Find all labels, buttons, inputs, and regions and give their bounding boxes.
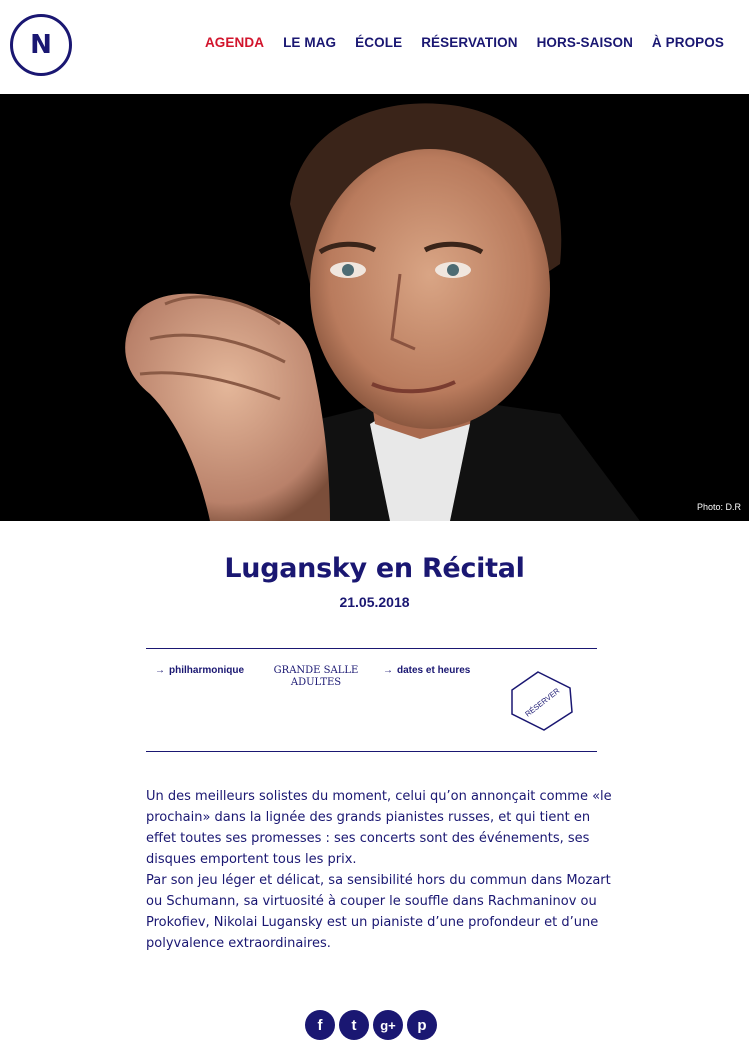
description-paragraph: Par son jeu léger et délicat, sa sensibilité hors du commun dans Mozart ou Schumann, sa virtuosité à couper le souffle dans Rachmaninov ou Prokofiev, Nikolai Lugansky est un pianiste d’une profondeur et d’une polyvalence extraordinaires. bbox=[146, 873, 611, 951]
venue-audience: ADULTES bbox=[290, 677, 342, 688]
nav-le-mag[interactable]: LE MAG bbox=[283, 35, 337, 50]
nav-hors-saison[interactable]: HORS-SAISON bbox=[536, 35, 633, 50]
nav-a-propos[interactable]: À PROPOS bbox=[651, 35, 724, 50]
dates-link[interactable] bbox=[383, 665, 470, 676]
google-plus-icon[interactable]: g+ bbox=[373, 1010, 403, 1040]
site-logo[interactable] bbox=[10, 14, 72, 76]
reserve-button[interactable] bbox=[508, 670, 576, 732]
logo-letter: N bbox=[30, 30, 52, 60]
description-paragraph: Un des meilleurs solistes du moment, celui qu’on annonçait comme «le prochain» dans la lignée des grands pianistes russes, et qui tient en effet toutes ses promesses : ses concerts sont des événements, ses disques emportent tous les prix. bbox=[146, 789, 612, 867]
arrow-right-icon: → bbox=[155, 665, 165, 676]
nav-ecole[interactable]: ÉCOLE bbox=[355, 35, 403, 50]
main-nav bbox=[186, 35, 724, 50]
hero-photo bbox=[0, 94, 749, 521]
site-header bbox=[0, 0, 749, 94]
venue-hall: GRANDE SALLE bbox=[273, 665, 359, 676]
pinterest-icon[interactable]: p bbox=[407, 1010, 437, 1040]
portrait-illustration bbox=[0, 94, 749, 521]
event-description bbox=[146, 786, 616, 954]
social-share bbox=[305, 1010, 437, 1040]
event-date: 21.05.2018 bbox=[339, 594, 410, 610]
divider-top bbox=[146, 648, 597, 649]
event-title: Lugansky en Récital bbox=[224, 553, 525, 584]
nav-reservation[interactable]: RÉSERVATION bbox=[421, 35, 518, 50]
facebook-icon[interactable]: f bbox=[305, 1010, 335, 1040]
photo-credit: Photo: D.R bbox=[696, 502, 741, 512]
divider-bottom bbox=[146, 751, 597, 752]
category-link-label: philharmonique bbox=[169, 665, 244, 676]
venue-info bbox=[266, 665, 366, 689]
arrow-right-icon: → bbox=[383, 665, 393, 676]
nav-agenda[interactable]: AGENDA bbox=[204, 35, 265, 50]
dates-link-label: dates et heures bbox=[397, 665, 471, 676]
category-link[interactable] bbox=[155, 665, 244, 676]
reserve-button-label: RÉSERVER bbox=[523, 686, 562, 719]
twitter-icon[interactable]: t bbox=[339, 1010, 369, 1040]
